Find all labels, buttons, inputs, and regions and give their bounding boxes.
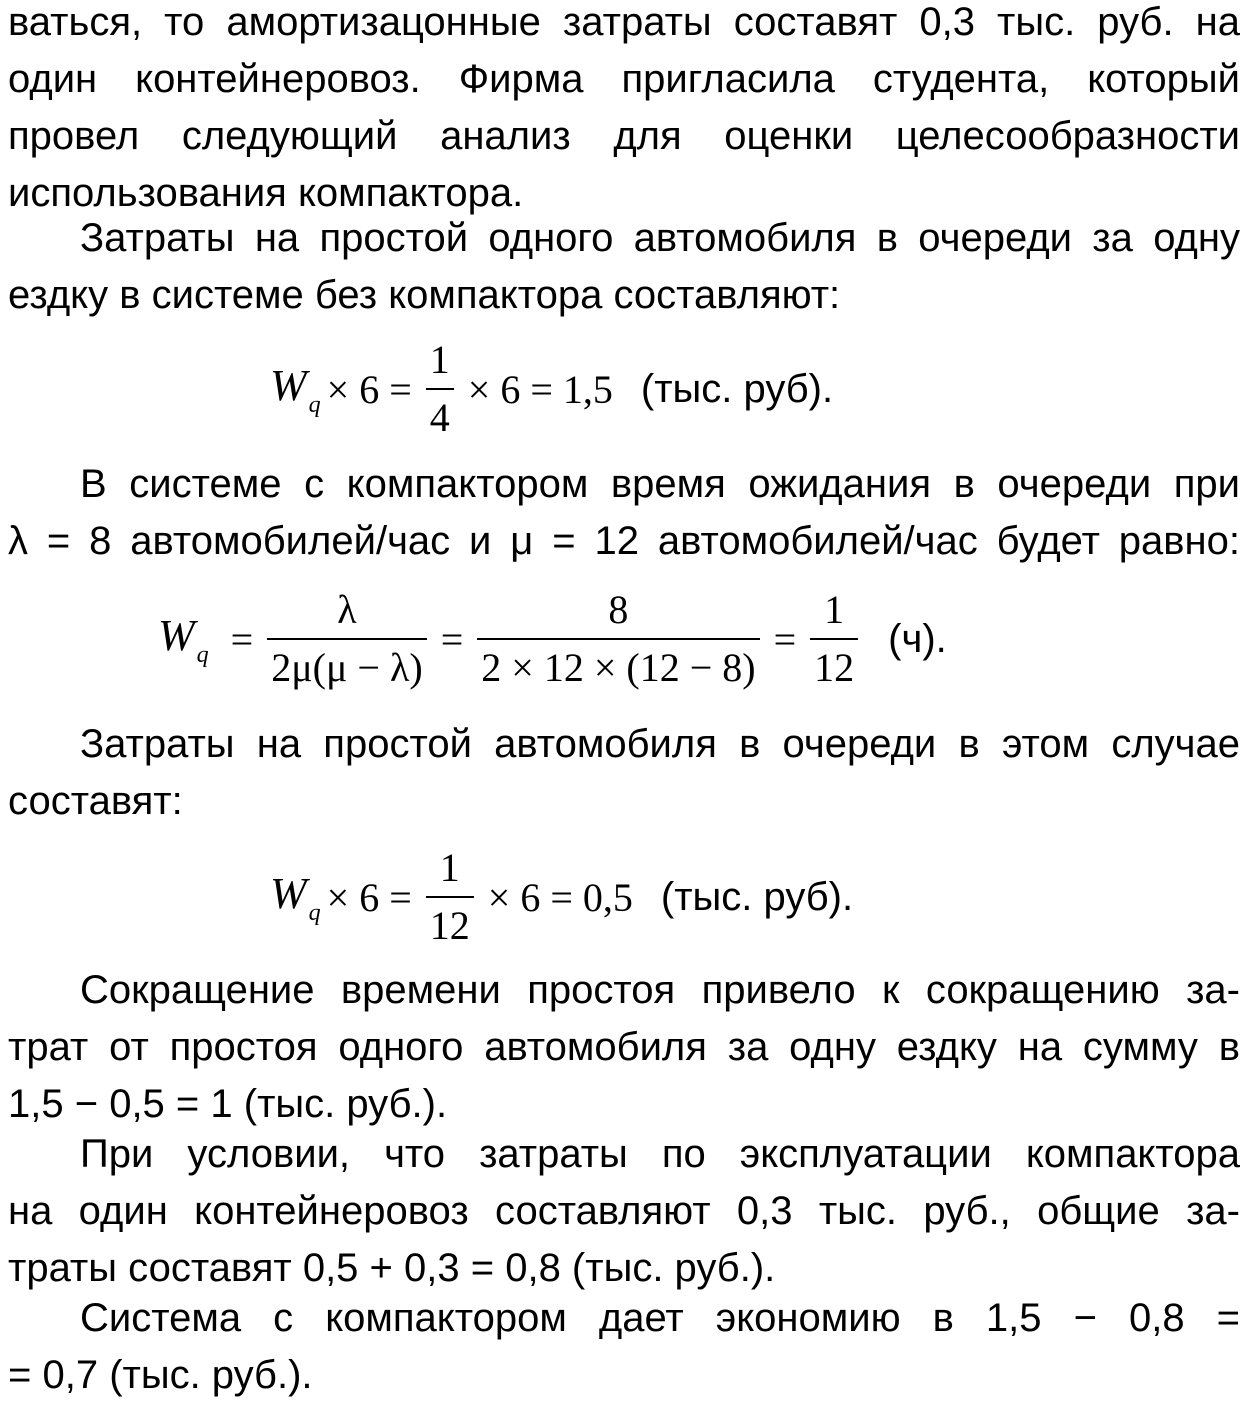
formula-fraction (426, 338, 454, 440)
formula-operator: = (440, 616, 464, 662)
text-line: При условии, что затраты по эксплуатации компактора (80, 1132, 1240, 1176)
text-line: траты составят 0,5 + 0,3 = 0,8 (тыс. руб.). (8, 1246, 776, 1290)
fraction-numerator: 8 (608, 587, 629, 632)
formula-waiting-time-with-compactor (158, 588, 947, 690)
formula-result: × 6 = 1,5 (467, 366, 613, 412)
text-line: составят: (8, 779, 183, 823)
formula-operator: = (773, 616, 797, 662)
text-line: Затраты на простой автомобиля в очереди в этом случае (80, 722, 1240, 766)
formula-variable: $W_q$ (270, 868, 321, 926)
text-line: Затраты на простой одного автомобиля в очереди за одну (80, 216, 1240, 260)
text-line: ваться, то амортизацонные затраты составят 0,3 тыс. руб. на (8, 0, 1240, 44)
formula-unit: (тыс. руб). (660, 874, 854, 919)
text-line: на один контейнеровоз составляют 0,3 тыс. руб., общие за- (8, 1189, 1240, 1233)
text-line: В системе с компактором время ожидания в очереди при (80, 462, 1240, 506)
paragraph-7 (8, 1290, 1240, 1404)
formula-unit: (ч). (888, 616, 947, 661)
fraction-numerator: λ (337, 587, 357, 632)
fraction-numerator: 1 (824, 587, 845, 632)
fraction-denominator: 4 (426, 388, 454, 440)
formula-fraction (267, 588, 426, 690)
paragraph-4 (8, 716, 1240, 830)
formula-fraction (810, 588, 858, 690)
fraction-denominator: 12 (810, 638, 858, 690)
fraction-denominator: 2 × 12 × (12 − 8) (477, 638, 759, 690)
text-line: Система с компактором дает экономию в 1,5 − 0,8 = (80, 1296, 1240, 1340)
formula-operator: × 6 = (326, 874, 412, 920)
paragraph-3 (8, 456, 1240, 570)
text-line: Сокращение времени простоя привело к сокращению за- (80, 968, 1240, 1012)
formula-fraction (426, 846, 474, 948)
formula-waiting-cost-with-compactor (270, 846, 853, 948)
paragraph-5 (8, 962, 1240, 1133)
formula-operator: × 6 = (326, 366, 412, 412)
fraction-numerator: 1 (429, 337, 450, 382)
paragraph-2 (8, 210, 1240, 324)
formula-result: × 6 = 0,5 (487, 874, 633, 920)
formula-fraction (477, 588, 759, 690)
text-line: использования компактора. (8, 171, 524, 215)
text-line: один контейнеровоз. Фирма пригласила студента, который (8, 57, 1240, 101)
text-line: трат от простоя одного автомобиля за одну ездку на сумму в (8, 1025, 1240, 1069)
text-line: = 0,7 (тыс. руб.). (8, 1353, 313, 1397)
fraction-denominator: 12 (426, 896, 474, 948)
text-line: λ = 8 автомобилей/час и μ = 12 автомобилей/час будет равно: (8, 519, 1240, 563)
text-line: провел следующий анализ для оценки целесообразности (8, 114, 1240, 158)
formula-variable: $W_q$ (158, 610, 209, 668)
text-line: ездку в системе без компактора составляют: (8, 273, 841, 317)
formula-unit: (тыс. руб). (640, 366, 834, 411)
formula-operator: = (230, 616, 254, 662)
paragraph-1 (8, 0, 1240, 222)
formula-variable: $W_q$ (270, 360, 321, 418)
fraction-denominator: 2μ(μ − λ) (267, 638, 426, 690)
formula-waiting-cost-no-compactor (270, 338, 833, 440)
text-line: 1,5 − 0,5 = 1 (тыс. руб.). (8, 1082, 448, 1126)
fraction-numerator: 1 (439, 845, 460, 890)
paragraph-6 (8, 1126, 1240, 1297)
